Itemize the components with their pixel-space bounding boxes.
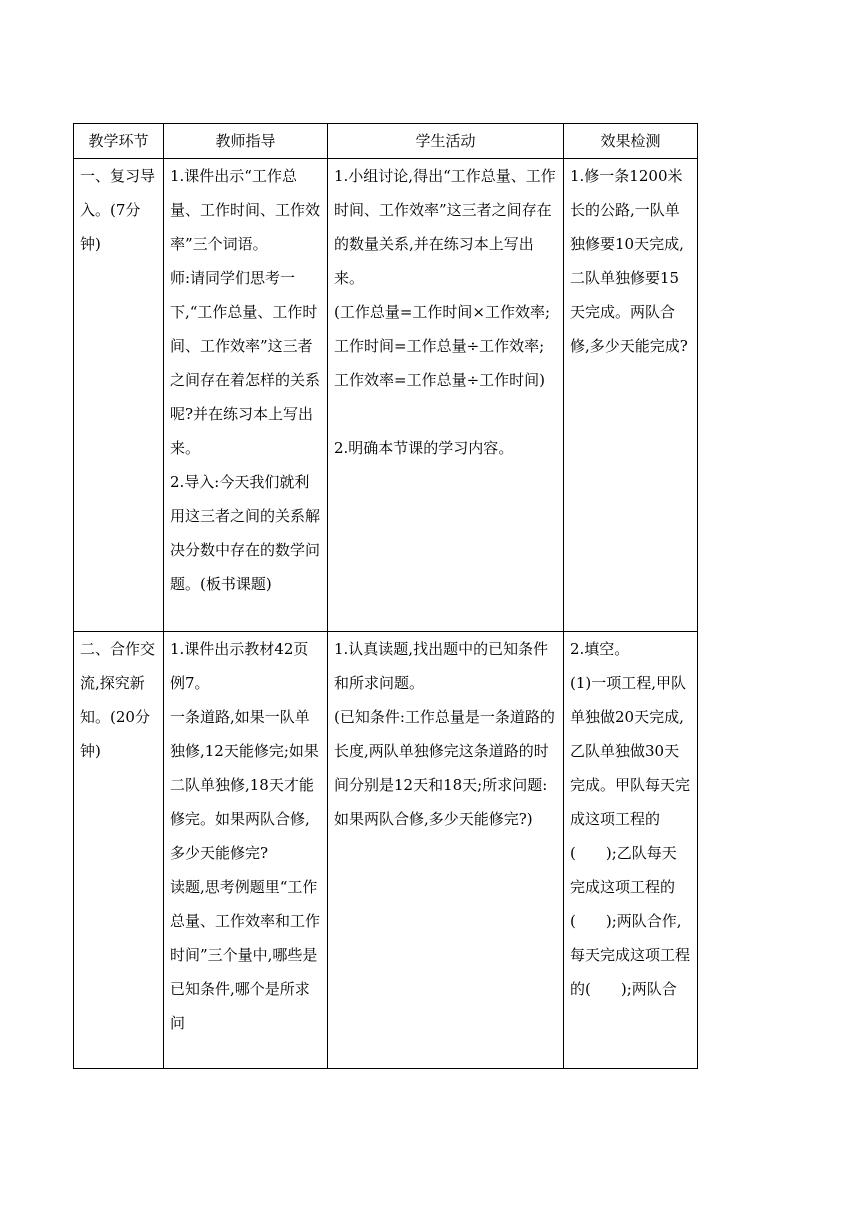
header-stage: 教学环节 [74,124,164,159]
check-paragraph: (1)一项工程,甲队单独做20天完成,乙队单独做30天完成。甲队每天完成这项工程的( );乙队每天完成这项工程的( );两队合作,每天完成这项工程的( );两队合 [570,674,691,998]
stage-cell [74,159,164,632]
student-paragraph: 1.小组讨论,得出“工作总量、工作时间、工作效率”这三者之间存在的数量关系,并在练习本上写出来。 [334,167,556,287]
paragraph-spacer [334,397,557,431]
teacher-paragraph: 读题,思考例题里“工作总量、工作效率和工作时间”三个量中,哪些是已知条件,哪个是所求问 [170,878,321,1032]
table-header-row [74,124,698,159]
student-paragraph: (已知条件:工作总量是一条道路的长度,两队单独修完这条道路的时间分别是12天和18天;所求问题:如果两队合修,多少天能修完?) [334,708,555,828]
check-paragraph: 1.修一条1200米长的公路,一队单独修要10天完成,二队单独修要15天完成。两队合修,多少天能完成? [570,167,688,355]
table-row [74,632,698,1069]
teacher-paragraph: 师:请同学们思考一下,“工作总量、工作时间、工作效率”这三者之间存在着怎样的关系呢?并在练习本上写出来。 [170,269,321,457]
teacher-paragraph: 一条道路,如果一队单独修,12天能修完;如果二队单独修,18天才能修完。如果两队合修,多少天能修完? [170,708,319,862]
teacher-cell [164,159,328,632]
header-student: 学生活动 [328,124,564,159]
stage-cell [74,632,164,1069]
check-cell [564,159,698,632]
student-paragraph: (工作总量=工作时间×工作效率;工作时间=工作总量÷工作效率;工作效率=工作总量÷工作时间) [334,303,551,389]
student-paragraph: 2.明确本节课的学习内容。 [334,439,514,457]
header-teacher: 教师指导 [164,124,328,159]
student-cell [328,632,564,1069]
stage-text: 一、复习导入。(7分钟) [80,167,156,253]
teacher-paragraph: 2.导入:今天我们就利用这三者之间的关系解决分数中存在的数学问题。(板书课题) [170,473,321,593]
teacher-paragraph: 1.课件出示“工作总量、工作时间、工作效率”三个词语。 [170,167,321,253]
check-cell [564,632,698,1069]
teacher-paragraph: 1.课件出示教材42页例7。 [170,640,309,692]
check-paragraph: 2.填空。 [570,640,630,658]
teacher-cell [164,632,328,1069]
stage-text: 二、合作交流,探究新知。(20分钟) [80,640,156,760]
table-row [74,159,698,632]
student-paragraph: 1.认真读题,找出题中的已知条件和所求问题。 [334,640,549,692]
header-check: 效果检测 [564,124,698,159]
lesson-plan-table [73,123,698,1069]
student-cell [328,159,564,632]
